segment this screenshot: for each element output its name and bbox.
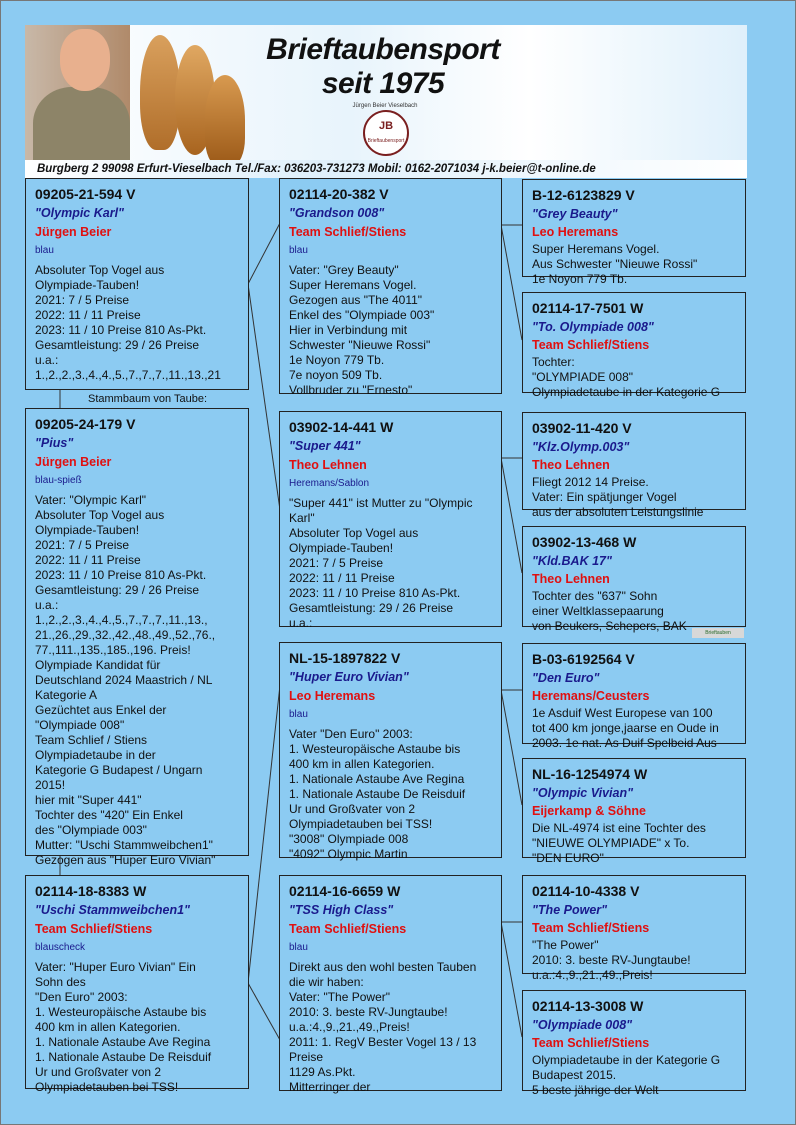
pigeon-name: "Uschi Stammweibchen1" <box>35 903 190 917</box>
owner-name: Team Schlief/Stiens <box>532 338 650 352</box>
pedigree-card-tss-high-class[interactable] <box>279 875 502 1094</box>
ring-number: 02114-16-6659 W <box>289 883 401 899</box>
ring-number: 02114-17-7501 W <box>532 300 644 316</box>
ring-number: B-03-6192564 V <box>532 651 635 667</box>
pigeon-name: "Olympiade 008" <box>532 1018 633 1032</box>
banner-title-line2: seit 1975 <box>321 67 445 100</box>
brieftauben-badge: Brieftauben <box>692 628 744 638</box>
pigeon-description: Fliegt 2012 14 Preise. Vater: Ein spätjunger Vogel aus der absoluten Leistungslinie <box>532 475 704 519</box>
pedigree-card-pius[interactable] <box>25 408 249 867</box>
pigeon-description: Vater: "Grey Beauty" Super Heremans Vogel. Gezogen aus "The 4011" Enkel des "Olympiade 003" Hier in Verbindung mit Schwester "Nieuwe Rossi" 1e Noyon 779 Tb. 7e noyon 509 Tb. Vollbruder zu "Ernesto" <box>289 263 435 397</box>
owner-name: Leo Heremans <box>289 689 376 703</box>
ring-number: B-12-6123829 V <box>532 187 635 203</box>
pedigree-card-super-441[interactable] <box>279 411 502 630</box>
pigeon-name: "Grey Beauty" <box>532 207 618 221</box>
pigeon-name: "Den Euro" <box>532 671 600 685</box>
pigeon-description: Die NL-4974 ist eine Tochter des "NIEUWE OLYMPIADE" x To. "DEN EURO" <box>532 821 706 865</box>
ring-number: 03902-14-441 W <box>289 419 394 435</box>
owner-name: Team Schlief/Stiens <box>532 921 650 935</box>
stammbaum-label: Stammbaum von Taube: <box>88 393 208 405</box>
owner-name: Team Schlief/Stiens <box>289 225 407 239</box>
logo-text: JB <box>378 120 394 132</box>
ring-number: 09205-24-179 V <box>35 416 136 432</box>
pedigree-card-to-olympiade-008[interactable] <box>522 292 746 399</box>
owner-name: Jürgen Beier <box>35 455 112 469</box>
ring-number: 03902-13-468 W <box>532 534 637 550</box>
logo-sub: Brieftaubensport <box>367 138 405 144</box>
pigeon-name: "To. Olympiade 008" <box>532 320 654 334</box>
pigeon-name: "Klz.Olymp.003" <box>532 440 630 454</box>
owner-name: Team Schlief/Stiens <box>35 922 153 936</box>
pigeon-description: Super Heremans Vogel. Aus Schwester "Nieuwe Rossi" 1e Noyon 779 Tb. <box>532 242 698 286</box>
owner-name: Eijerkamp & Söhne <box>532 804 646 818</box>
ring-number: 02114-20-382 V <box>289 186 389 202</box>
owner-name: Theo Lehnen <box>289 458 367 472</box>
ring-number: 02114-10-4338 V <box>532 883 640 899</box>
ring-number: 09205-21-594 V <box>35 186 136 202</box>
pigeon-color: blau <box>289 709 308 720</box>
ring-number: 02114-18-8383 W <box>35 883 147 899</box>
pigeon-name: "Super 441" <box>289 439 361 453</box>
pigeon-description: "Super 441" ist Mutter zu "Olympic Karl" Absoluter Top Vogel aus Olympiade-Tauben! 2021: 7 / 5 Preise 2022: 11 / 11 Preise 2023: 11 / 10 Preise 810 As-Pkt. Gesamtleistung: 29 / 26 Preise u.a.: <box>289 496 473 630</box>
owner-name: Team Schlief/Stiens <box>532 1036 650 1050</box>
pigeon-description: "The Power" 2010: 3. beste RV-Jungtaube! u.a.:4.,9.,21.,49.,Preis! <box>532 938 691 982</box>
pigeon-description: Absoluter Top Vogel aus Olympiade-Tauben! 2021: 7 / 5 Preise 2022: 11 / 11 Preise 2023: 11 / 10 Preise 810 As-Pkt. Gesamtleistung: 29 / 26 Preise u.a.: 1.,2.,2.,3.,4.,4.,5.,7.,7.,7.,11.,13.,21 <box>35 263 221 382</box>
pigeon-color: blau <box>289 942 308 953</box>
owner-name: Jürgen Beier <box>35 225 112 239</box>
pigeon-name: "Pius" <box>35 436 74 450</box>
banner-title-line1: Brieftaubensport <box>266 33 500 66</box>
address-line: Burgberg 2 99098 Erfurt-Vieselbach Tel./Fax: 036203-731273 Mobil: 0162-2071034 j-k.beier@t-online.de <box>25 160 747 178</box>
pigeon-description: Direkt aus den wohl besten Tauben die wir haben: Vater: "The Power" 2010: 3. beste RV-Jungtaube! u.a.:4.,9.,21.,49.,Preis! 2011: 1. RegV Bester Vogel 13 / 13 Preise 1129 As.Pkt. Mitterringer der <box>289 960 477 1094</box>
ring-number: 03902-11-420 V <box>532 420 632 436</box>
pigeon-name: "The Power" <box>532 903 608 917</box>
logo-caption: Jürgen Beier Vieselbach <box>352 103 418 109</box>
pigeon-description: 1e Asduif West Europese van 100 tot 400 km jonge,jaarse en Oude in 2003. 1e nat. As Duif Spelbeid Aus <box>532 706 719 750</box>
pigeon-name: "Kld.BAK 17" <box>532 554 612 568</box>
pigeon-color: blau <box>289 245 308 256</box>
pedigree-card-the-power[interactable] <box>522 875 746 982</box>
pigeon-description: Vater "Den Euro" 2003: 1. Westeuropäische Astaube bis 400 km in allen Kategorien. 1. Nationale Astaube Ave Regina 1. Nationale Astaube De Reisduif Ur und Großvater von 2 Olympiadetauben bei TSS! "3008" Olympiade 008 "4092" Olympic Martin <box>289 727 466 861</box>
pedigree-card-mother[interactable] <box>25 875 249 1094</box>
ring-number: NL-15-1897822 V <box>289 650 401 666</box>
owner-name: Theo Lehnen <box>532 572 610 586</box>
ring-number: 02114-13-3008 W <box>532 998 644 1014</box>
pedigree-card-grandson-008[interactable] <box>279 178 502 397</box>
pedigree-card-olympiade-008[interactable] <box>522 990 746 1097</box>
pedigree-card-subject[interactable] <box>25 178 249 390</box>
pigeon-color: blauscheck <box>35 942 86 953</box>
pedigree-card-grey-beauty[interactable] <box>522 179 746 286</box>
owner-name: Theo Lehnen <box>532 458 610 472</box>
owner-name: Leo Heremans <box>532 225 619 239</box>
pigeon-name: "Olympic Vivian" <box>532 786 634 800</box>
pigeon-color: Heremans/Sablon <box>289 478 370 489</box>
pedigree-card-klz-olymp-003[interactable] <box>522 412 746 519</box>
ring-number: NL-16-1254974 W <box>532 766 648 782</box>
owner-name: Team Schlief/Stiens <box>289 922 407 936</box>
pedigree-card-olympic-vivian[interactable] <box>522 758 746 865</box>
pigeon-color: blau <box>35 245 54 256</box>
owner-name: Heremans/Ceusters <box>532 689 650 703</box>
pigeon-name: "Olympic Karl" <box>35 206 124 220</box>
pigeon-description: Olympiadetaube in der Kategorie G Budapest 2015. 5 beste jährige der Welt <box>532 1053 721 1097</box>
pigeon-name: "TSS High Class" <box>289 903 394 917</box>
pedigree-card-den-euro[interactable] <box>522 643 746 750</box>
pedigree-card-huper-euro-vivian[interactable] <box>279 642 502 861</box>
pigeon-name: "Grandson 008" <box>289 206 385 220</box>
pigeon-description: Vater: "Huper Euro Vivian" Ein Sohn des "Den Euro" 2003: 1. Westeuropäische Astaube bis 400 km in allen Kategorien. 1. Nationale Astaube Ave Regina 1. Nationale Astaube De Reisduif Ur und Großvater von 2 Olympiadetauben bei TSS! <box>35 960 212 1094</box>
pigeon-description: Tochter des "637" Sohn einer Weltklassepaarung von Beukers, Schepers, BAK <box>532 589 687 633</box>
pigeon-description: Tochter: "OLYMPIADE 008" Olympiadetaube in der Kategorie G <box>532 355 721 399</box>
pigeon-name: "Huper Euro Vivian" <box>289 670 409 684</box>
pigeon-color: blau-spieß <box>35 475 82 486</box>
pigeon-description: Vater: "Olympic Karl" Absoluter Top Vogel aus Olympiade-Tauben! 2021: 7 / 5 Preise 2022: 11 / 11 Preise 2023: 11 / 10 Preise 810 As-Pkt. Gesamtleistung: 29 / 26 Preise u.a.: 1.,2.,2.,3.,4.,4.,5.,7.,7.,7.,11.,13., 21.,26.,29.,32.,42.,48.,49.,52.,76., 77.,111.,135.,185.,196. Preis! Olympiade Kandidat für Deutschland 2024 Maastrich / NL Kategorie A Gezüchtet aus Enkel der "Olympiade 008" Team Schlief / Stiens Olympiadetaube in der Kategorie G Budapest / Ungarn 2015! hier mit "Super 441" Tochter des "420" Ein Enkel des "Olympiade 003" Mutter: "Uschi Stammweibchen1" Gezogen aus "Huper Euro Vivian" <box>35 493 216 867</box>
